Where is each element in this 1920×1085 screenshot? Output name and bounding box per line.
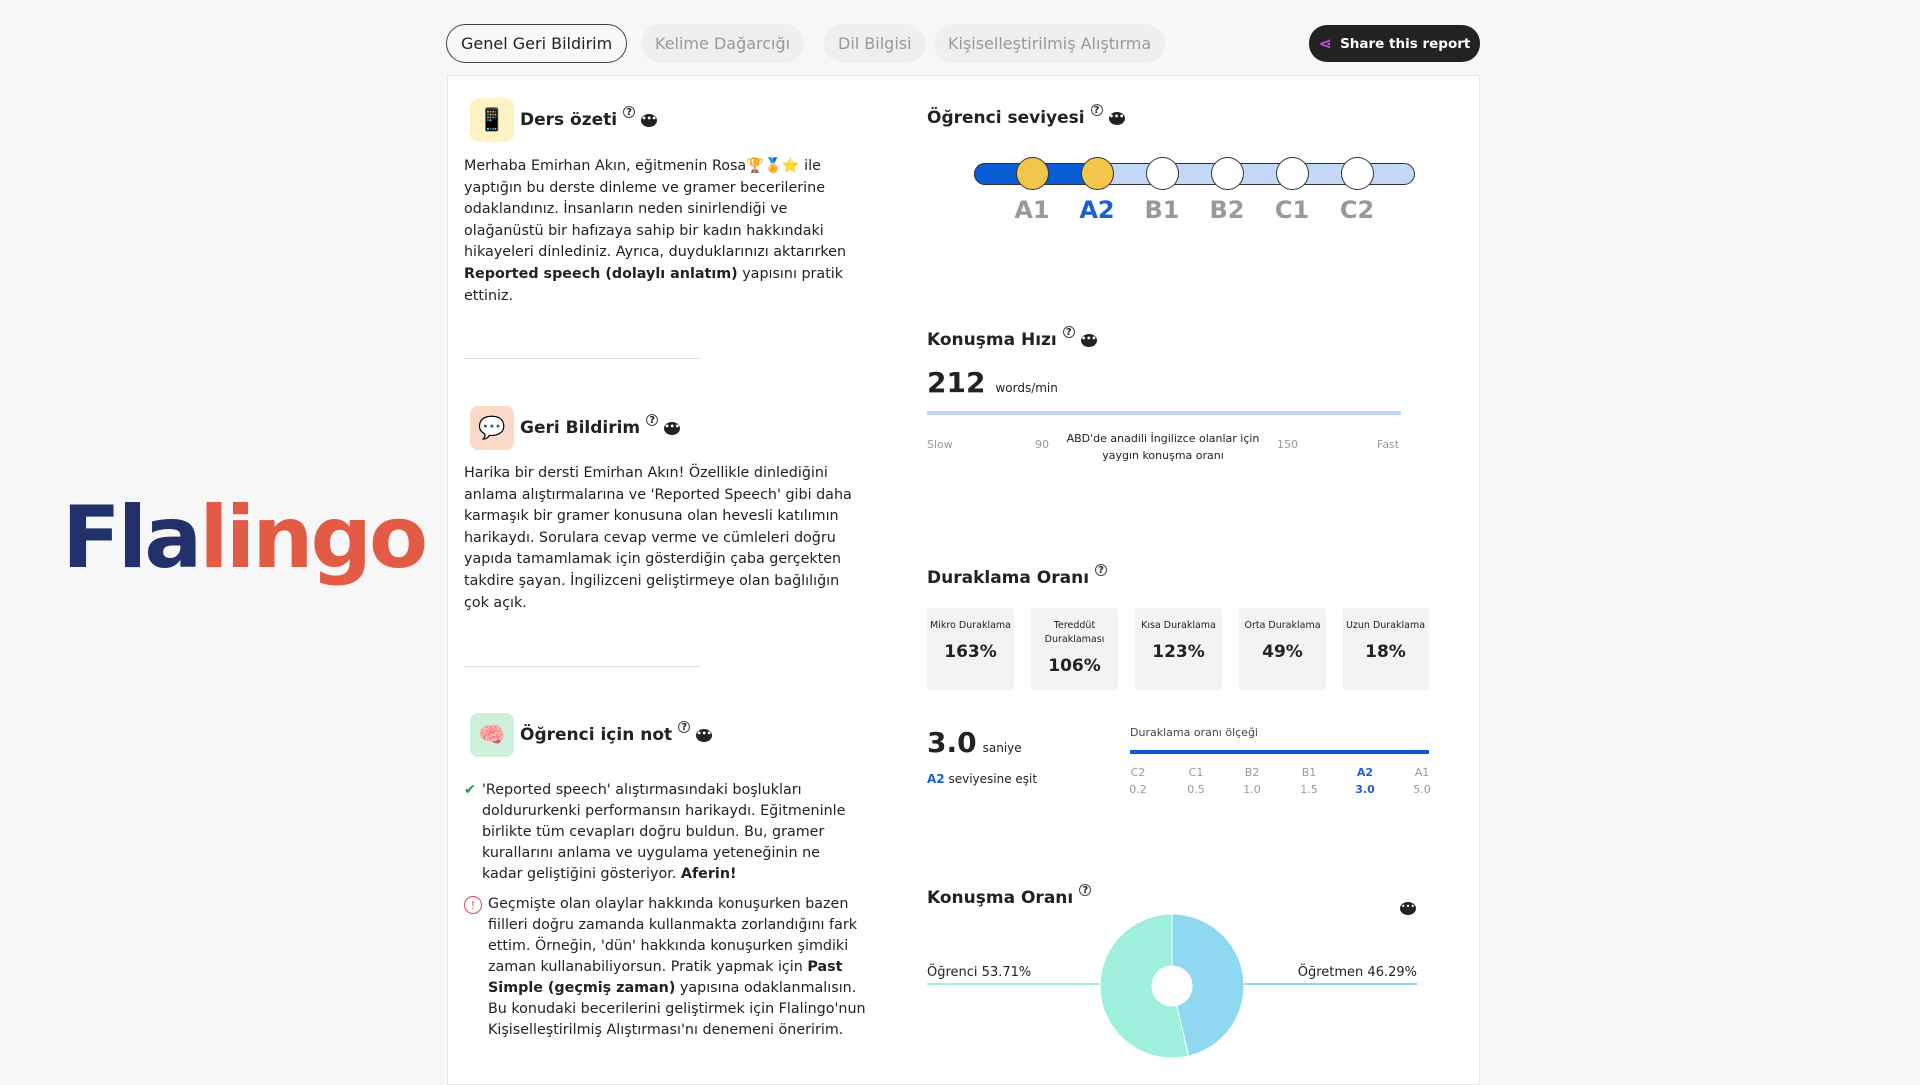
- student-ratio-label: Öğrenci 53.71%: [927, 965, 1032, 980]
- note-improvement-item: ! Geçmişte olan olaylar hakkında konuşurken bazen fiilleri doğru zamanda kullanmakta zorlandığını fark ettim. Örneğin, 'dün' hakkında konuşurken şimdiki zaman kullanabiliyorsun. Pratik yapmak için Past Simple (geçmiş zaman) yapısına odaklanmalısın. Bu konudaki becerilerini geliştirmek için Flalingo'nun Kişiselleştirilmiş Alıştırması'nı denemeni öneririm.: [464, 894, 872, 1041]
- level-dot-c1: [1276, 157, 1309, 190]
- share-icon: ⋖: [1318, 34, 1333, 53]
- note-positive-item: ✔ 'Reported speech' alıştırmasındaki boşlukları doldururkenki performansın harikaydı. Eğitmeninle birlikte tüm cevapları doğru buldun. Bu, gramer kurallarını anlama ve uygulama yeteneğinin ne kadar geliştiğini gösteriyor. Aferin!: [464, 780, 864, 885]
- level-label: C1: [1274, 196, 1310, 224]
- help-icon[interactable]: ?: [678, 721, 690, 733]
- comment-icon[interactable]: •••: [1081, 334, 1097, 347]
- pause-box-micro: Mikro Duraklama 163%: [927, 608, 1014, 690]
- comment-icon[interactable]: •••: [664, 422, 680, 435]
- speed-note: ABD'de anadili İngilizce olanlar için yaygın konuşma oranı: [1066, 432, 1260, 462]
- feedback-header: 💬 Geri Bildirim ? •••: [470, 406, 680, 450]
- level-label: C2: [1339, 196, 1375, 224]
- pause-scale-tick: A1 5.0: [1413, 766, 1431, 796]
- pause-scale-tick: B2 1.0: [1243, 766, 1261, 796]
- tab-grammar[interactable]: Dil Bilgisi: [824, 24, 926, 63]
- pause-level-text: A2 seviyesine eşit: [927, 772, 1038, 786]
- pause-value: 3.0 saniye: [927, 726, 1022, 759]
- level-dot-a2: [1081, 157, 1114, 190]
- speed-value: 212 words/min: [927, 366, 1058, 399]
- pause-box-medium: Orta Duraklama 49%: [1239, 608, 1326, 690]
- pause-box-hesitation: Tereddüt Duraklaması 106%: [1031, 608, 1118, 690]
- comment-icon[interactable]: •••: [696, 729, 712, 742]
- teacher-ratio-label: Öğretmen 46.29%: [1297, 965, 1417, 980]
- teacher-leader-line: [1243, 983, 1417, 985]
- pause-scale-bar: [1130, 750, 1429, 754]
- student-leader-line: [927, 983, 1102, 985]
- divider: [464, 358, 700, 359]
- help-icon[interactable]: ?: [1063, 326, 1075, 338]
- speed-fast-label: Fast: [1377, 438, 1400, 451]
- level-label: B1: [1144, 196, 1180, 224]
- feedback-text: Harika bir dersti Emirhan Akın! Özellikle dinlediğini anlama alıştırmalarına ve 'Reported Speech' gibi daha karmaşık bir gramer konusuna olan hevesli katılımın harikaydı. Sorulara cevap verme ve cümleleri doğru yapıda tamamlamak için gösterdiğin çaba gerçekten takdire şayan. İngilizceni geliştirmeye olan bağlılığın çok açık.: [464, 465, 852, 611]
- lesson-tablet-icon: 📱: [470, 98, 514, 142]
- pause-box-short: Kısa Duraklama 123%: [1135, 608, 1222, 690]
- level-dot-c2: [1341, 157, 1374, 190]
- flalingo-logo: Flalingo: [62, 488, 426, 588]
- pause-scale-tick-current: A2 3.0: [1355, 766, 1375, 796]
- help-icon[interactable]: ?: [1095, 564, 1107, 576]
- level-dot-b1: [1146, 157, 1179, 190]
- level-dot-a1: [1016, 157, 1049, 190]
- tab-vocabulary[interactable]: Kelime Dağarcığı: [641, 24, 804, 63]
- help-icon[interactable]: ?: [623, 106, 635, 118]
- help-icon[interactable]: ?: [1091, 104, 1103, 116]
- help-icon[interactable]: ?: [646, 414, 658, 426]
- note-header: 🧠 Öğrenci için not ? •••: [470, 713, 712, 757]
- divider: [464, 666, 700, 667]
- tab-general-feedback[interactable]: Genel Geri Bildirim: [446, 24, 627, 63]
- pause-scale-tick: C2 0.2: [1129, 766, 1147, 796]
- level-label-current: A2: [1079, 196, 1115, 224]
- pause-box-long: Uzun Duraklama 18%: [1342, 608, 1429, 690]
- share-report-button[interactable]: ⋖ Share this report: [1309, 25, 1480, 62]
- warning-icon: !: [464, 896, 482, 914]
- pause-scale-tick: C1 0.5: [1187, 766, 1205, 796]
- talk-ratio-header: Konuşma Oranı ?: [927, 888, 1091, 908]
- summary-text: Merhaba Emirhan Akın, eğitmenin Rosa🏆🏅⭐ ile yaptığın bu derste dinleme ve gramer becerilerine odaklandınız. İnsanların neden sinirlendiği ve olağanüstü bir hafızaya sahip bir kadın hakkındaki hikayeleri dinlediniz. Ayrıca, duyduklarınızı aktarırken Reported speech (dolaylı anlatım) yapısını pratik ettiniz.: [464, 158, 847, 304]
- summary-header: 📱 Ders özeti ? •••: [470, 98, 657, 142]
- speed-header: Konuşma Hızı ? •••: [927, 326, 1097, 350]
- tab-personalized-practice[interactable]: Kişiselleştirilmiş Alıştırma: [934, 24, 1165, 63]
- speed-low-label: 90: [1035, 438, 1049, 451]
- brain-monitor-icon: 🧠: [470, 713, 514, 757]
- level-header: Öğrenci seviyesi ? •••: [927, 104, 1125, 128]
- level-label: A1: [1014, 196, 1050, 224]
- level-label: B2: [1209, 196, 1245, 224]
- speed-bar: [927, 411, 1401, 415]
- help-icon[interactable]: ?: [1079, 884, 1091, 896]
- talk-ratio-donut: [1098, 912, 1246, 1060]
- comment-icon[interactable]: •••: [1109, 112, 1125, 125]
- comment-icon[interactable]: •••: [1400, 902, 1416, 915]
- pause-header: Duraklama Oranı ?: [927, 568, 1107, 588]
- pause-scale-title: Duraklama oranı ölçeği: [1130, 726, 1258, 739]
- speed-high-label: 150: [1277, 438, 1298, 451]
- checkmark-icon: ✔: [464, 782, 476, 798]
- comment-icon[interactable]: •••: [641, 114, 657, 127]
- speech-bubbles-icon: 💬: [470, 406, 514, 450]
- pause-scale-tick: B1 1.5: [1300, 766, 1318, 796]
- speed-slow-label: Slow: [927, 438, 953, 451]
- level-dot-b2: [1211, 157, 1244, 190]
